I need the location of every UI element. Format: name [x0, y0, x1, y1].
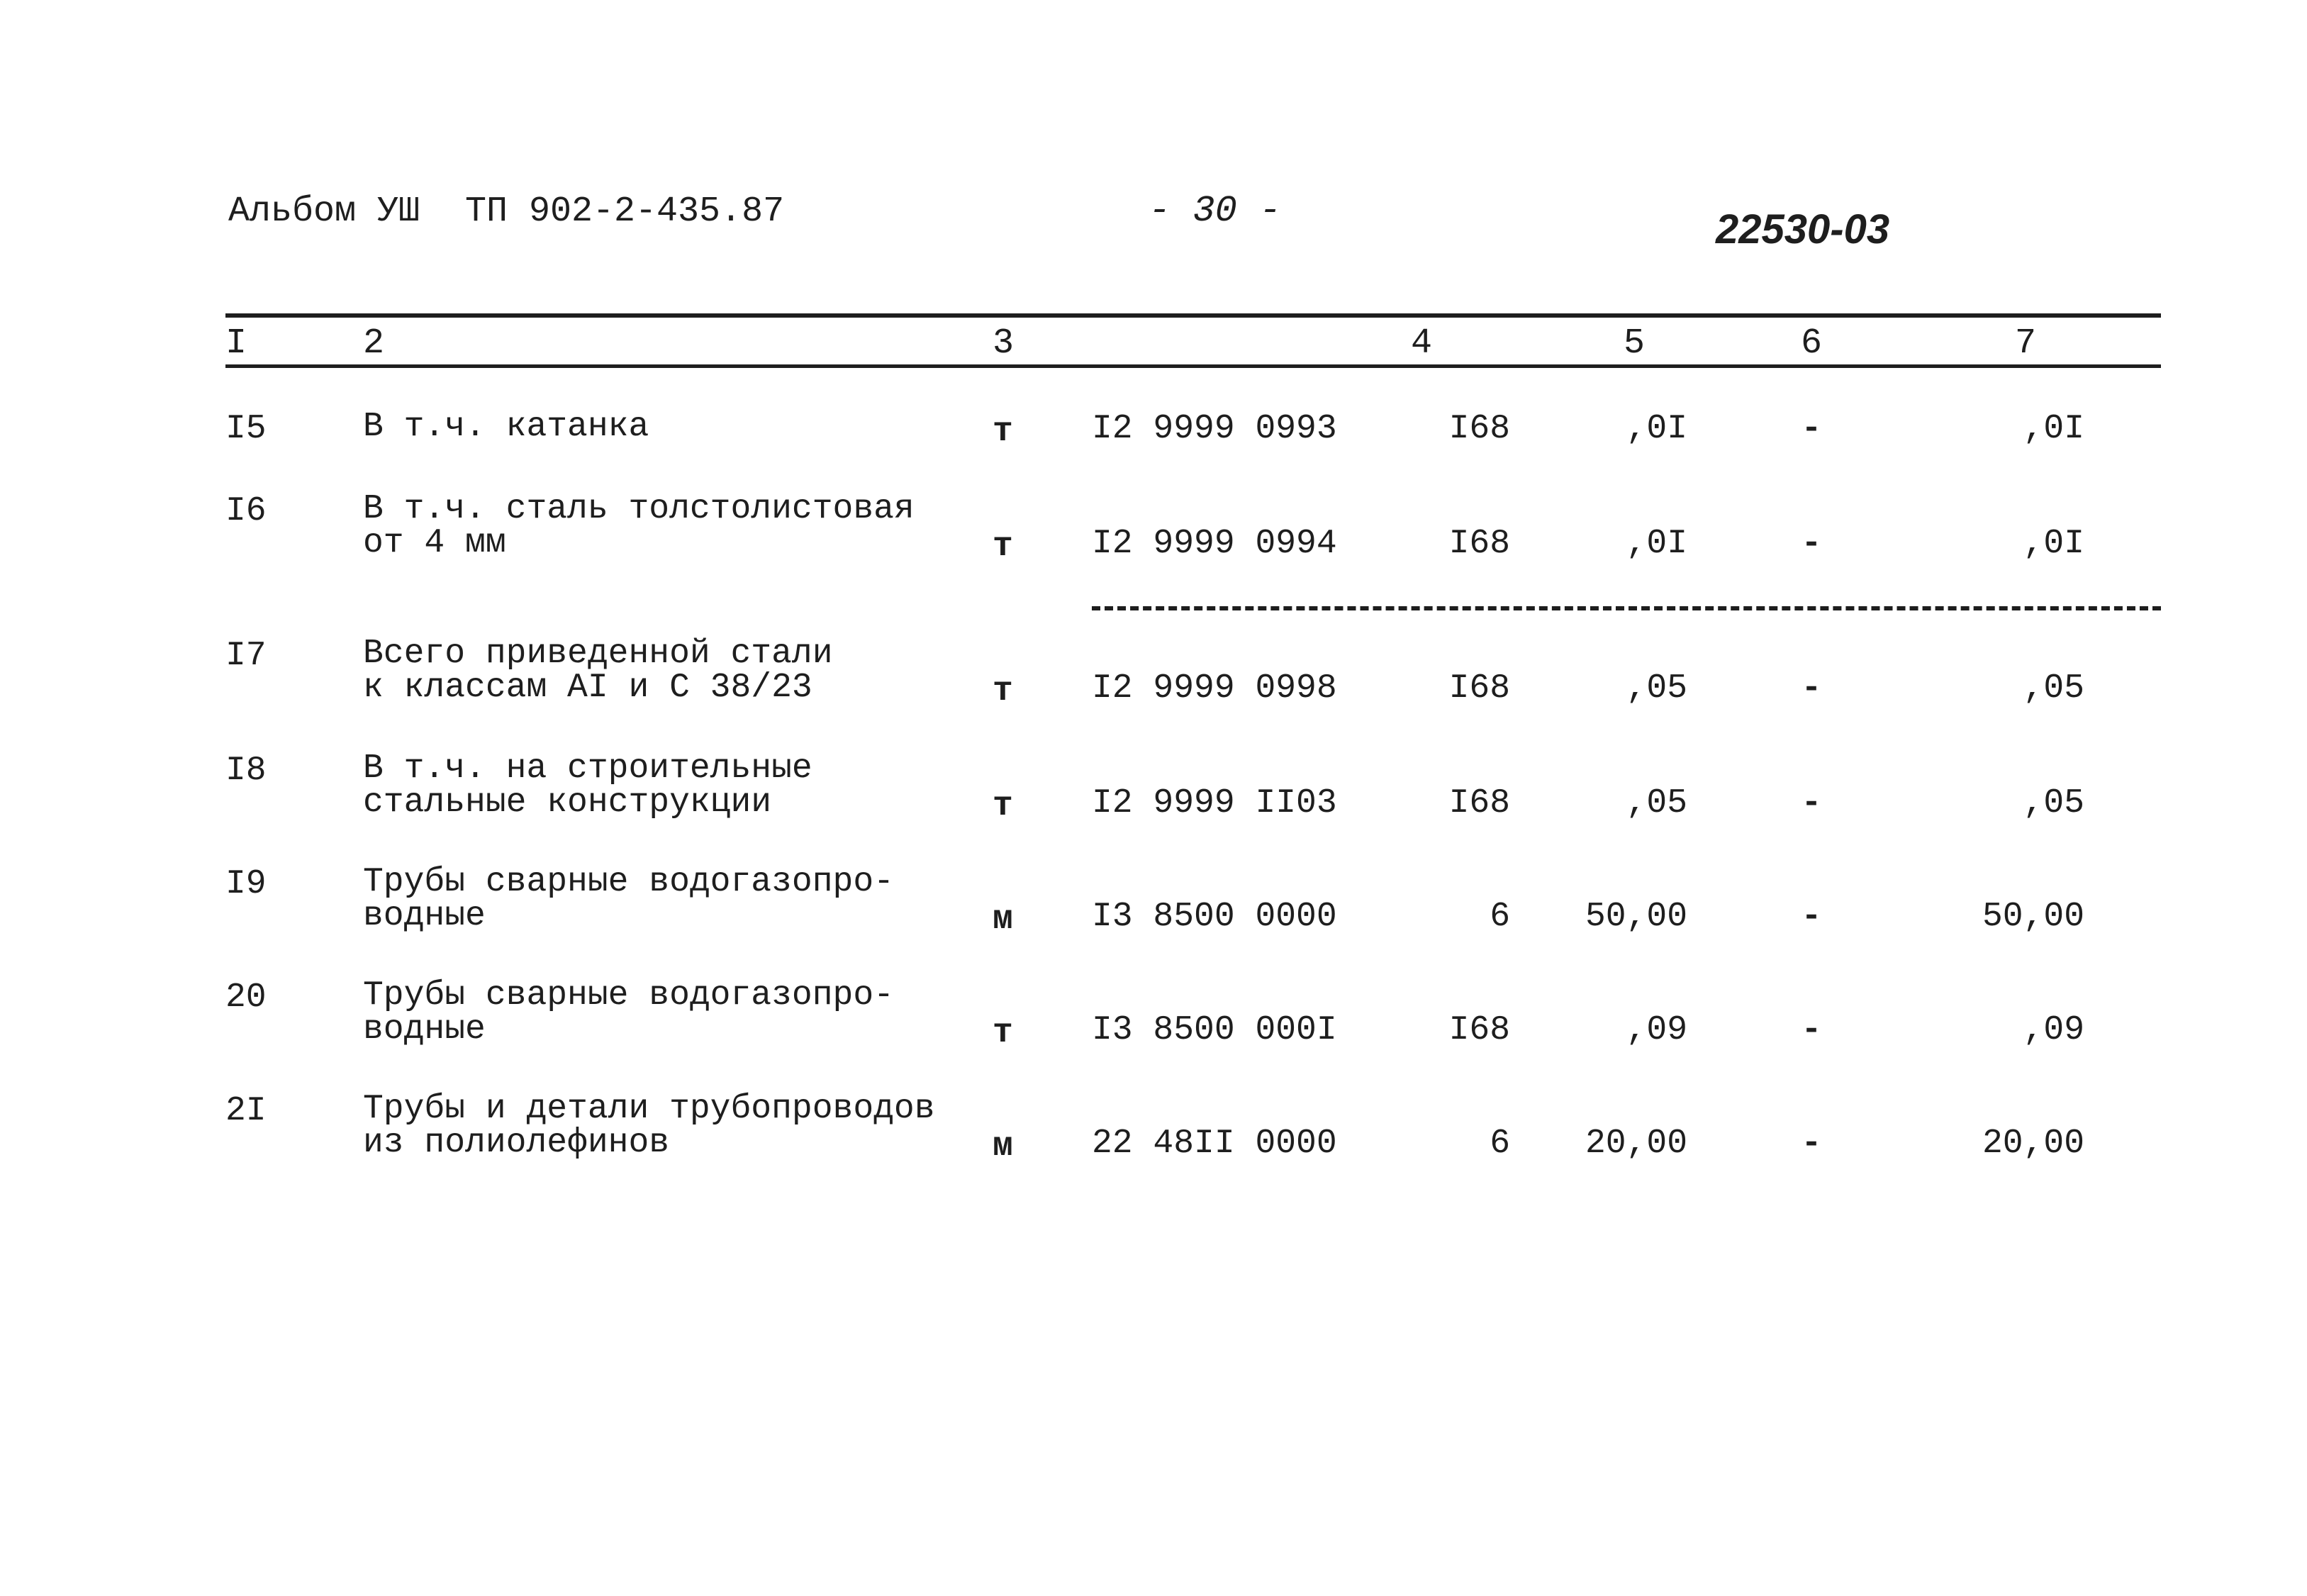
unit: т	[993, 1014, 1013, 1052]
column-header-3: 3	[993, 323, 1015, 364]
item-name-line-1: В т.ч. катанка	[363, 408, 649, 446]
item-code: 22 48II 0000	[1092, 1125, 1337, 1163]
document-code: ТП 902-2-435.87	[465, 191, 785, 232]
unit: м	[993, 900, 1013, 939]
column-header-6: 6	[1801, 323, 1823, 364]
item-name-line-2: водные	[363, 897, 486, 935]
column-7-value: ,05	[2023, 784, 2084, 822]
item-code: I2 9999 0994	[1092, 525, 1337, 563]
column-6-value: -	[1801, 898, 1822, 936]
item-code: I2 9999 II03	[1092, 784, 1337, 822]
album-label: Альбом УШ	[228, 191, 420, 232]
column-7-value: 20,00	[1982, 1125, 2084, 1163]
item-name-line-1: В т.ч. сталь толстолистовая	[363, 490, 915, 528]
table-top-rule	[225, 313, 2161, 318]
row-number: I9	[225, 865, 267, 903]
column-7-value: ,09	[2023, 1011, 2084, 1049]
dashed-separator	[1092, 606, 2161, 610]
column-header-5: 5	[1624, 323, 1646, 364]
item-code: I3 8500 0000	[1092, 898, 1337, 936]
column-7-value: ,0I	[2023, 410, 2084, 448]
item-name-line-2: из полиолефинов	[363, 1124, 670, 1162]
item-name-line-1: Трубы сварные водогазопро-	[363, 976, 894, 1015]
item-name-line-2: стальные конструкции	[363, 783, 772, 822]
column-header-4: 4	[1411, 323, 1433, 364]
column-header-7: 7	[2015, 323, 2037, 364]
column-6-value: -	[1801, 410, 1822, 448]
unit: т	[993, 413, 1013, 451]
item-name-line-2: от 4 мм	[363, 524, 506, 562]
column-4-value: 6	[1490, 898, 1510, 936]
table-header-rule	[225, 364, 2161, 368]
column-5-value: 20,00	[1585, 1125, 1687, 1163]
column-4-value: I68	[1448, 669, 1510, 708]
column-header-1: I	[225, 323, 247, 364]
column-7-value: 50,00	[1982, 898, 2084, 936]
column-6-value: -	[1801, 525, 1822, 563]
unit: т	[993, 787, 1013, 825]
row-number: I7	[225, 637, 267, 675]
column-4-value: I68	[1448, 1011, 1510, 1049]
column-7-value: ,05	[2023, 669, 2084, 708]
column-4-value: I68	[1448, 784, 1510, 822]
item-name-line-1: Всего приведенной стали	[363, 635, 833, 673]
row-number: 20	[225, 978, 267, 1017]
unit: т	[993, 672, 1013, 710]
column-5-value: ,09	[1626, 1011, 1687, 1049]
column-4-value: I68	[1448, 410, 1510, 448]
item-name-line-1: В т.ч. на строительные	[363, 749, 812, 788]
unit: т	[993, 528, 1013, 566]
column-5-value: ,05	[1626, 784, 1687, 822]
column-7-value: ,0I	[2023, 525, 2084, 563]
column-5-value: 50,00	[1585, 898, 1687, 936]
column-5-value: ,0I	[1626, 410, 1687, 448]
column-6-value: -	[1801, 784, 1822, 822]
item-code: I2 9999 0998	[1092, 669, 1337, 708]
item-name-line-2: к классам АI и С 38/23	[363, 669, 812, 707]
item-name-line-1: Трубы и детали трубопроводов	[363, 1090, 935, 1128]
item-code: I3 8500 000I	[1092, 1011, 1337, 1049]
page-number: - 30 -	[1149, 190, 1282, 232]
item-code: I2 9999 0993	[1092, 410, 1337, 448]
column-5-value: ,05	[1626, 669, 1687, 708]
column-4-value: 6	[1490, 1125, 1510, 1163]
unit: м	[993, 1127, 1013, 1166]
column-6-value: -	[1801, 1125, 1822, 1163]
item-name-line-2: водные	[363, 1010, 486, 1049]
column-header-2: 2	[363, 323, 385, 364]
sheet-code: 22530-03	[1716, 206, 1890, 252]
column-6-value: -	[1801, 1011, 1822, 1049]
row-number: I8	[225, 752, 267, 790]
column-6-value: -	[1801, 669, 1822, 708]
column-4-value: I68	[1448, 525, 1510, 563]
row-number: I5	[225, 410, 267, 448]
column-5-value: ,0I	[1626, 525, 1687, 563]
item-name-line-1: Трубы сварные водогазопро-	[363, 863, 894, 901]
row-number: 2I	[225, 1092, 267, 1130]
row-number: I6	[225, 492, 267, 530]
